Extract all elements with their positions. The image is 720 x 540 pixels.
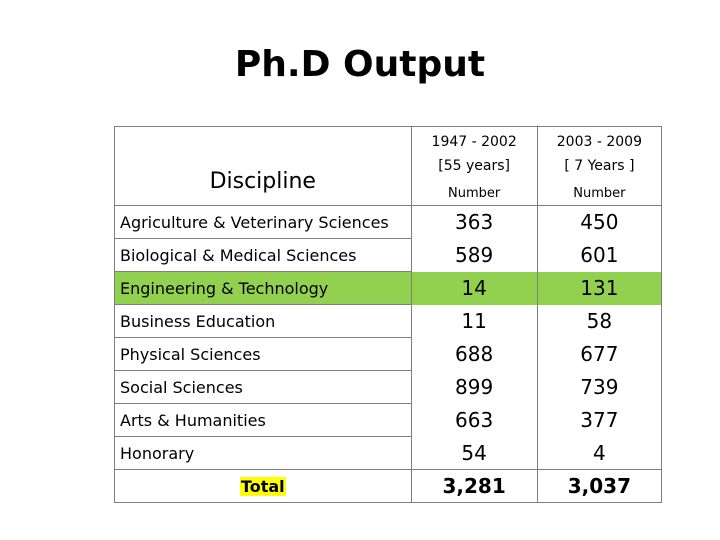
period-2-header: [537, 127, 661, 182]
count-2003-2009: 131: [537, 272, 661, 305]
discipline-name: Social Sciences: [115, 371, 412, 404]
count-2003-2009: 739: [537, 371, 661, 404]
period-2-range: 2003 - 2009: [556, 134, 642, 150]
number-label-2: Number: [537, 181, 661, 206]
count-1947-2002: 663: [411, 404, 537, 437]
discipline-name: Arts & Humanities: [115, 404, 412, 437]
period-1-header: [411, 127, 537, 182]
count-1947-2002: 688: [411, 338, 537, 371]
discipline-name: Physical Sciences: [115, 338, 412, 371]
number-label-1: Number: [411, 181, 537, 206]
page-title: Ph.D Output: [234, 44, 486, 85]
count-2003-2009: 450: [537, 206, 661, 239]
header-row: [115, 127, 662, 182]
total-row: [115, 470, 662, 503]
discipline-name: Engineering & Technology: [115, 272, 412, 305]
count-1947-2002: 899: [411, 371, 537, 404]
discipline-name: Biological & Medical Sciences: [115, 239, 412, 272]
count-1947-2002: 14: [411, 272, 537, 305]
period-1-range: 1947 - 2002: [431, 134, 517, 150]
table-row: [115, 239, 662, 272]
table-row-highlighted: [115, 272, 662, 305]
count-2003-2009: 58: [537, 305, 661, 338]
total-cell: [115, 470, 412, 503]
discipline-header: Discipline: [115, 127, 412, 206]
count-1947-2002: 589: [411, 239, 537, 272]
table-row: [115, 437, 662, 470]
total-2003-2009: 3,037: [537, 470, 661, 503]
total-label: Total: [240, 476, 285, 496]
table-row: [115, 371, 662, 404]
count-2003-2009: 677: [537, 338, 661, 371]
table-row: [115, 404, 662, 437]
table-row: [115, 206, 662, 239]
count-1947-2002: 11: [411, 305, 537, 338]
total-1947-2002: 3,281: [411, 470, 537, 503]
phd-output-table: [114, 126, 662, 503]
count-2003-2009: 377: [537, 404, 661, 437]
discipline-name: Business Education: [115, 305, 412, 338]
period-2-span: [ 7 Years ]: [564, 158, 635, 174]
count-1947-2002: 363: [411, 206, 537, 239]
count-2003-2009: 4: [537, 437, 661, 470]
period-1-span: [55 years]: [438, 158, 510, 174]
table-row: [115, 338, 662, 371]
count-2003-2009: 601: [537, 239, 661, 272]
count-1947-2002: 54: [411, 437, 537, 470]
table-row: [115, 305, 662, 338]
discipline-name: Honorary: [115, 437, 412, 470]
discipline-name: Agriculture & Veterinary Sciences: [115, 206, 412, 239]
